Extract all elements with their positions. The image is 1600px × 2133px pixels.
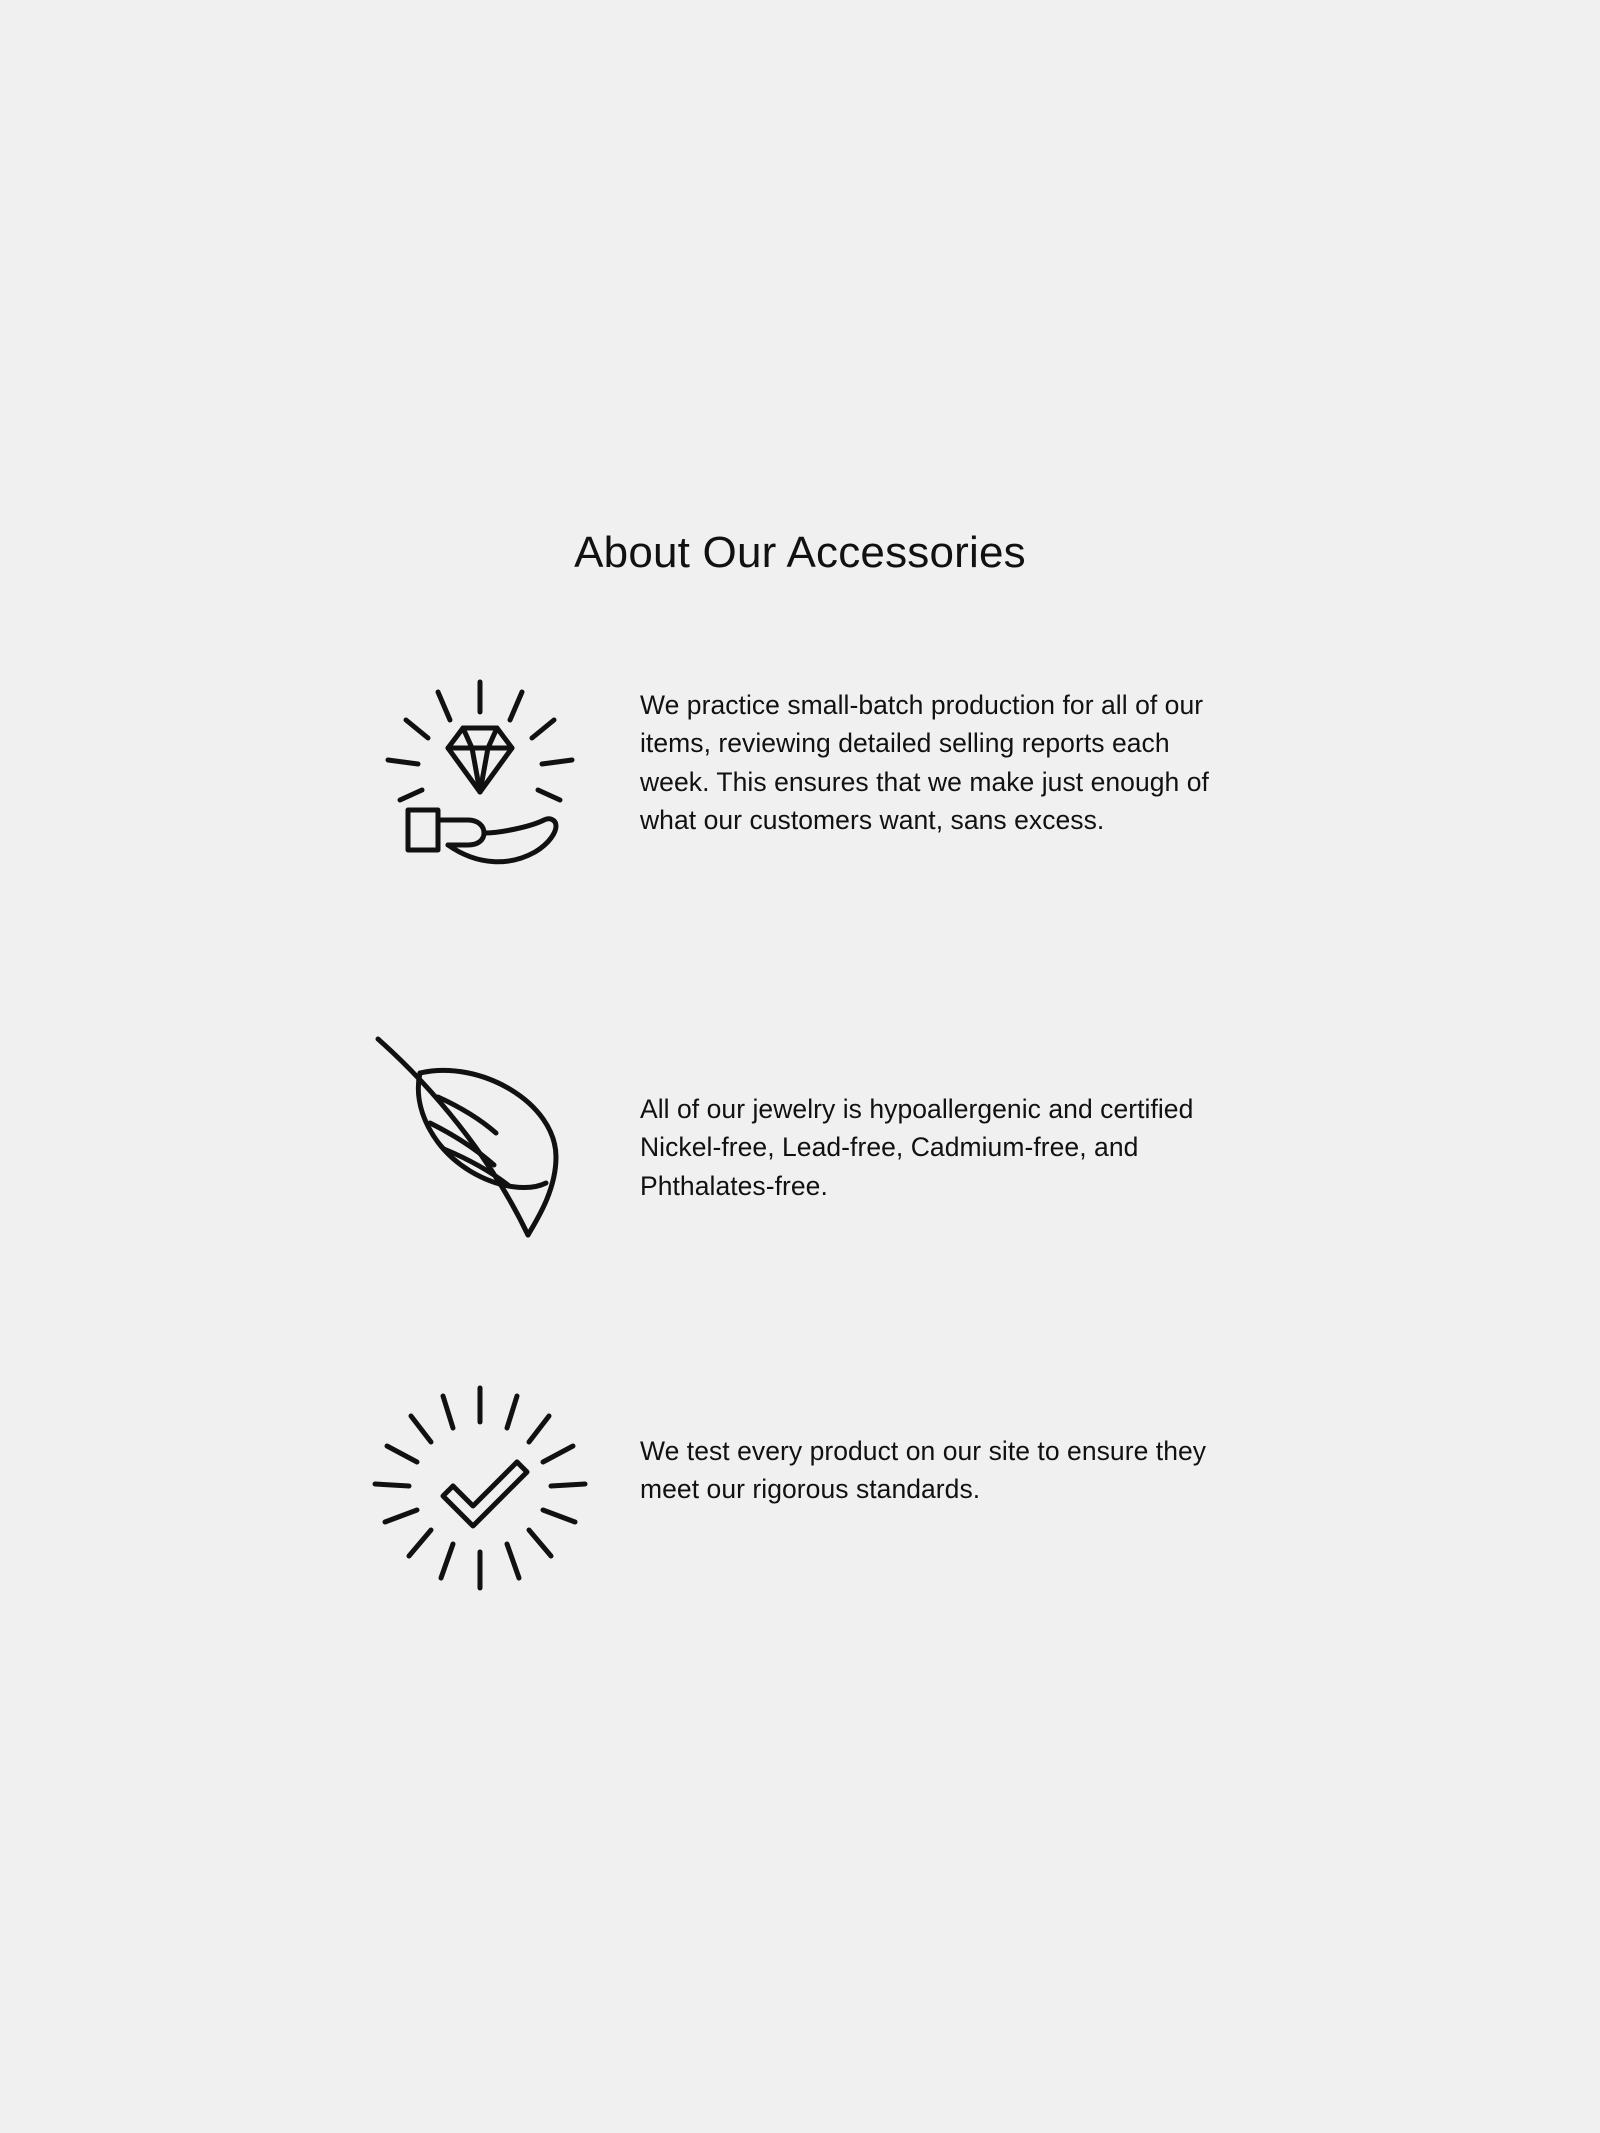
feature-list	[340, 660, 1260, 1610]
checkmark-burst-icon	[340, 1370, 620, 1610]
list-item	[340, 660, 1260, 900]
diamond-in-hand-icon	[340, 660, 620, 900]
list-item	[340, 1370, 1260, 1610]
list-item-text: We practice small-batch production for all of our items, reviewing detailed selling reports each week. This ensures that we make just enough of what our customers want, sans excess.	[640, 690, 1209, 836]
list-item-text: All of our jewelry is hypoallergenic and certified Nickel-free, Lead-free, Cadmium-free, and Phthalates-free.	[640, 1094, 1194, 1201]
list-item-text: We test every product on our site to ensure they meet our rigorous standards.	[640, 1436, 1207, 1505]
list-item	[340, 1020, 1260, 1260]
feather-icon	[340, 1020, 620, 1260]
page-title: About Our Accessories	[574, 527, 1026, 577]
